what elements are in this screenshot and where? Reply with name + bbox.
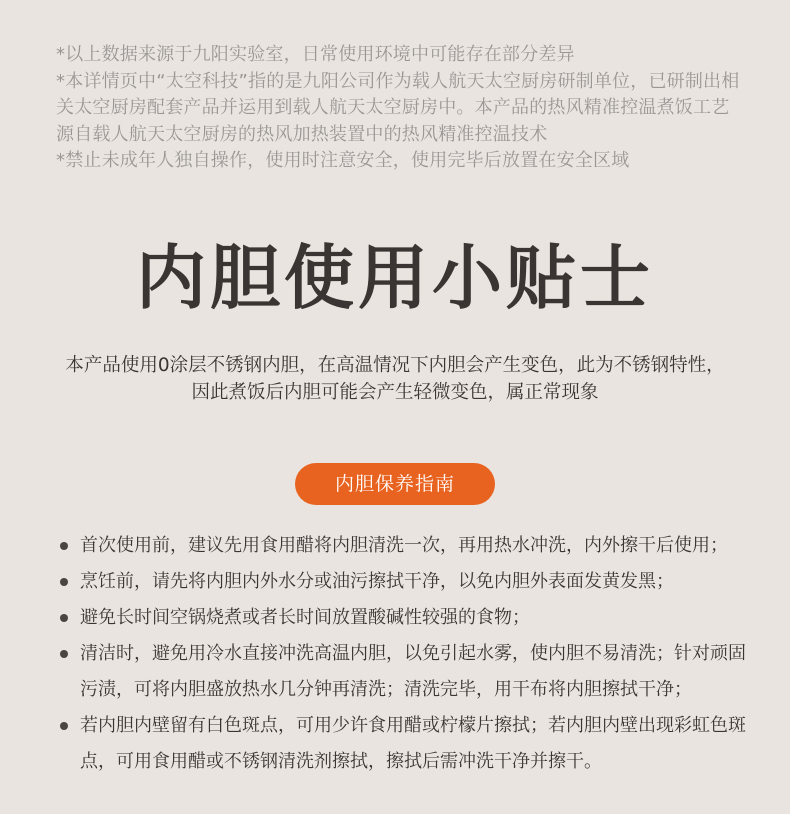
tips-list [60, 528, 750, 780]
section-label-badge: 内胆保养指南 [295, 463, 495, 505]
list-item [60, 564, 750, 600]
disclaimer-block [56, 42, 746, 175]
tip-text: 避免长时间空锅烧煮或者长时间放置酸碱性较强的食物； [80, 607, 530, 628]
bullet-icon [60, 542, 68, 550]
tip-text: 烹饪前，请先将内胆内外水分或油污擦拭干净，以免内胆外表面发黄发黑； [80, 571, 674, 592]
list-item [60, 600, 750, 636]
intro-text: 本产品使用0涂层不锈钢内胆，在高温情况下内胆会产生变色，此为不锈钢特性，因此煮饭后内胆可能会产生轻微变色，属正常现象 [65, 355, 725, 403]
disclaimer-data-source: *以上数据来源于九阳实验室，日常使用环境中可能存在部分差异 [56, 44, 575, 65]
tip-text: 若内胆内壁留有白色斑点，可用少许食用醋或柠檬片擦拭；若内胆内壁出现彩虹色斑点，可用食用醋或不锈钢清洗剂擦拭，擦拭后需冲洗干净并擦干。 [80, 715, 746, 772]
page-title: 内胆使用小贴士 [136, 237, 654, 319]
disclaimer-space-tech: *本详情页中“太空科技”指的是九阳公司作为载人航天太空厨房研制单位，已研制出相关太空厨房配套产品并运用到载人航天太空厨房中。本产品的热风精准控温煮饭工艺源自载人航天太空厨房的热风加热装置中的热风精准控温技术 [56, 70, 740, 145]
tip-text: 首次使用前，建议先用食用醋将内胆清洗一次，再用热水冲洗，内外擦干后使用； [80, 535, 728, 556]
bullet-icon [60, 650, 68, 658]
list-item [60, 528, 750, 564]
bullet-icon [60, 614, 68, 622]
bullet-icon [60, 722, 68, 730]
list-item [60, 708, 750, 780]
bullet-icon [60, 578, 68, 586]
list-item [60, 636, 750, 708]
disclaimer-safety: *禁止未成年人独自操作，使用时注意安全，使用完毕后放置在安全区域 [56, 150, 630, 171]
tip-text: 清洁时，避免用冷水直接冲洗高温内胆，以免引起水雾，使内胆不易清洗；针对顽固污渍，可将内胆盛放热水几分钟再清洗；清洗完毕，用干布将内胆擦拭干净； [80, 643, 746, 700]
